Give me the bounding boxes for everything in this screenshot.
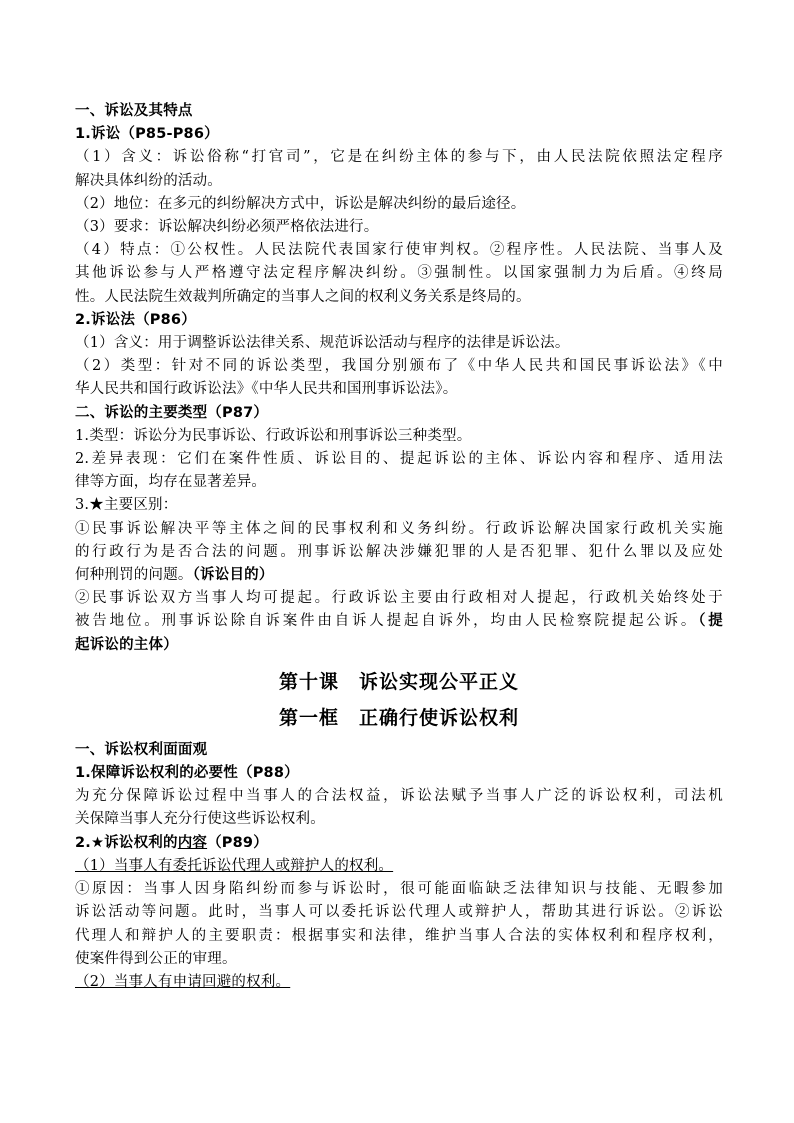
paragraph-text: 何种刑罚的问题。 xyxy=(75,567,193,584)
page-ref: （P89） xyxy=(207,834,268,851)
section-heading-rights-overview: 一、诉讼权利面面观 xyxy=(75,741,208,758)
paragraph-line: 2.差异表现：它们在案件性质、诉讼目的、提起诉讼的主体、诉讼内容和程序、适用法 xyxy=(75,451,723,468)
paragraph-line: 华人民共和国行政诉讼法》《中华人民共和国刑事诉讼法》。 xyxy=(75,381,458,398)
paragraph-line: 1.类型：诉讼分为民事诉讼、行政诉讼和刑事诉讼三种类型。 xyxy=(75,427,472,444)
item-title-litigation: 1.诉讼（P85-P86） xyxy=(75,126,219,143)
paragraph-line: 代理人和辩护人的主要职责：根据事实和法律，维护当事人合法的实体权利和程序权利， xyxy=(75,927,723,944)
title-text-underlined: 内容 xyxy=(177,834,208,851)
paragraph-line: 为充分保障诉讼过程中当事人的合法权益，诉讼法赋予当事人广泛的诉讼权利，司法机 xyxy=(75,788,723,805)
paragraph-line: 关保障当事人充分行使这些诉讼权利。 xyxy=(75,811,325,828)
item-title-rights-necessity: 1.保障诉讼权利的必要性（P88） xyxy=(75,765,299,782)
section-heading-litigation-types: 二、诉讼的主要类型（P87） xyxy=(75,404,269,421)
item-title-rights-content xyxy=(75,832,723,855)
annotation-tag: （提 xyxy=(698,613,723,630)
paragraph-line: 性。人民法院生效裁判所确定的当事人之间的权利义务关系是终局的。 xyxy=(75,288,531,305)
paragraph-line: 诉讼活动等问题。此时，当事人可以委托诉讼代理人或辩护人，帮助其进行诉讼。②诉讼 xyxy=(75,904,723,921)
paragraph-line: ②民事诉讼双方当事人均可提起。行政诉讼主要由行政相对人提起，行政机关始终处于 xyxy=(75,590,723,607)
section-heading-litigation: 一、诉讼及其特点 xyxy=(75,103,193,119)
paragraph-line: 律等方面，均存在显著差异。 xyxy=(75,474,267,491)
paragraph-line: （4）特点：①公权性。人民法院代表国家行使审判权。②程序性。人民法院、当事人及 xyxy=(75,242,723,259)
paragraph-line: （2）地位：在多元的纠纷解决方式中，诉讼是解决纠纷的最后途径。 xyxy=(75,195,526,212)
paragraph-line: ①民事诉讼解决平等主体之间的民事权利和义务纠纷。行政诉讼解决国家行政机关实施 xyxy=(75,520,723,537)
paragraph-line xyxy=(75,610,723,633)
paragraph-text: 被告地位。刑事诉讼除自诉案件由自诉人提起自诉外，均由人民检察院提起公诉。 xyxy=(75,613,699,630)
paragraph-line: （2）类型：针对不同的诉讼类型，我国分别颁布了《中华人民共和国民事诉讼法》《中 xyxy=(75,358,723,375)
paragraph-line: 的行政行为是否合法的问题。刑事诉讼解决涉嫌犯罪的人是否犯罪、犯什么罪以及应处 xyxy=(75,543,723,560)
underlined-point: （2）当事人有申请回避的权利。 xyxy=(75,973,291,990)
paragraph-line: （1）含义：诉讼俗称“打官司”，它是在纠纷主体的参与下，由人民法院依照法定程序 xyxy=(75,149,723,166)
paragraph-line xyxy=(75,564,723,587)
document-page xyxy=(75,100,723,994)
paragraph-line: （1）含义：用于调整诉讼法律关系、规范诉讼活动与程序的法律是诉讼法。 xyxy=(75,335,570,352)
paragraph-line: 使案件得到公正的审理。 xyxy=(75,950,237,967)
paragraph-line: （3）要求：诉讼解决纠纷必须严格依法进行。 xyxy=(75,219,379,236)
paragraph-line: 3.★主要区别： xyxy=(75,497,178,514)
lesson-subtitle: 第一框 正确行使诉讼权利 xyxy=(278,706,519,729)
annotation-tag: 起诉讼的主体） xyxy=(75,636,178,653)
title-text: 2.★诉讼权利的 xyxy=(75,834,178,851)
paragraph-line: 其他诉讼参与人严格遵守法定程序解决纠纷。③强制性。以国家强制力为后盾。④终局 xyxy=(75,265,723,282)
paragraph-line: 解决具体纠纷的活动。 xyxy=(75,172,222,189)
annotation-tag: （诉讼目的） xyxy=(192,567,274,584)
item-title-procedure-law: 2.诉讼法（P86） xyxy=(75,311,196,328)
underlined-point: （1）当事人有委托诉讼代理人或辩护人的权利。 xyxy=(75,857,394,874)
paragraph-line: ①原因：当事人因身陷纠纷而参与诉讼时，很可能面临缺乏法律知识与技能、无暇参加 xyxy=(75,881,723,898)
lesson-title: 第十课 诉讼实现公平正义 xyxy=(278,670,519,693)
